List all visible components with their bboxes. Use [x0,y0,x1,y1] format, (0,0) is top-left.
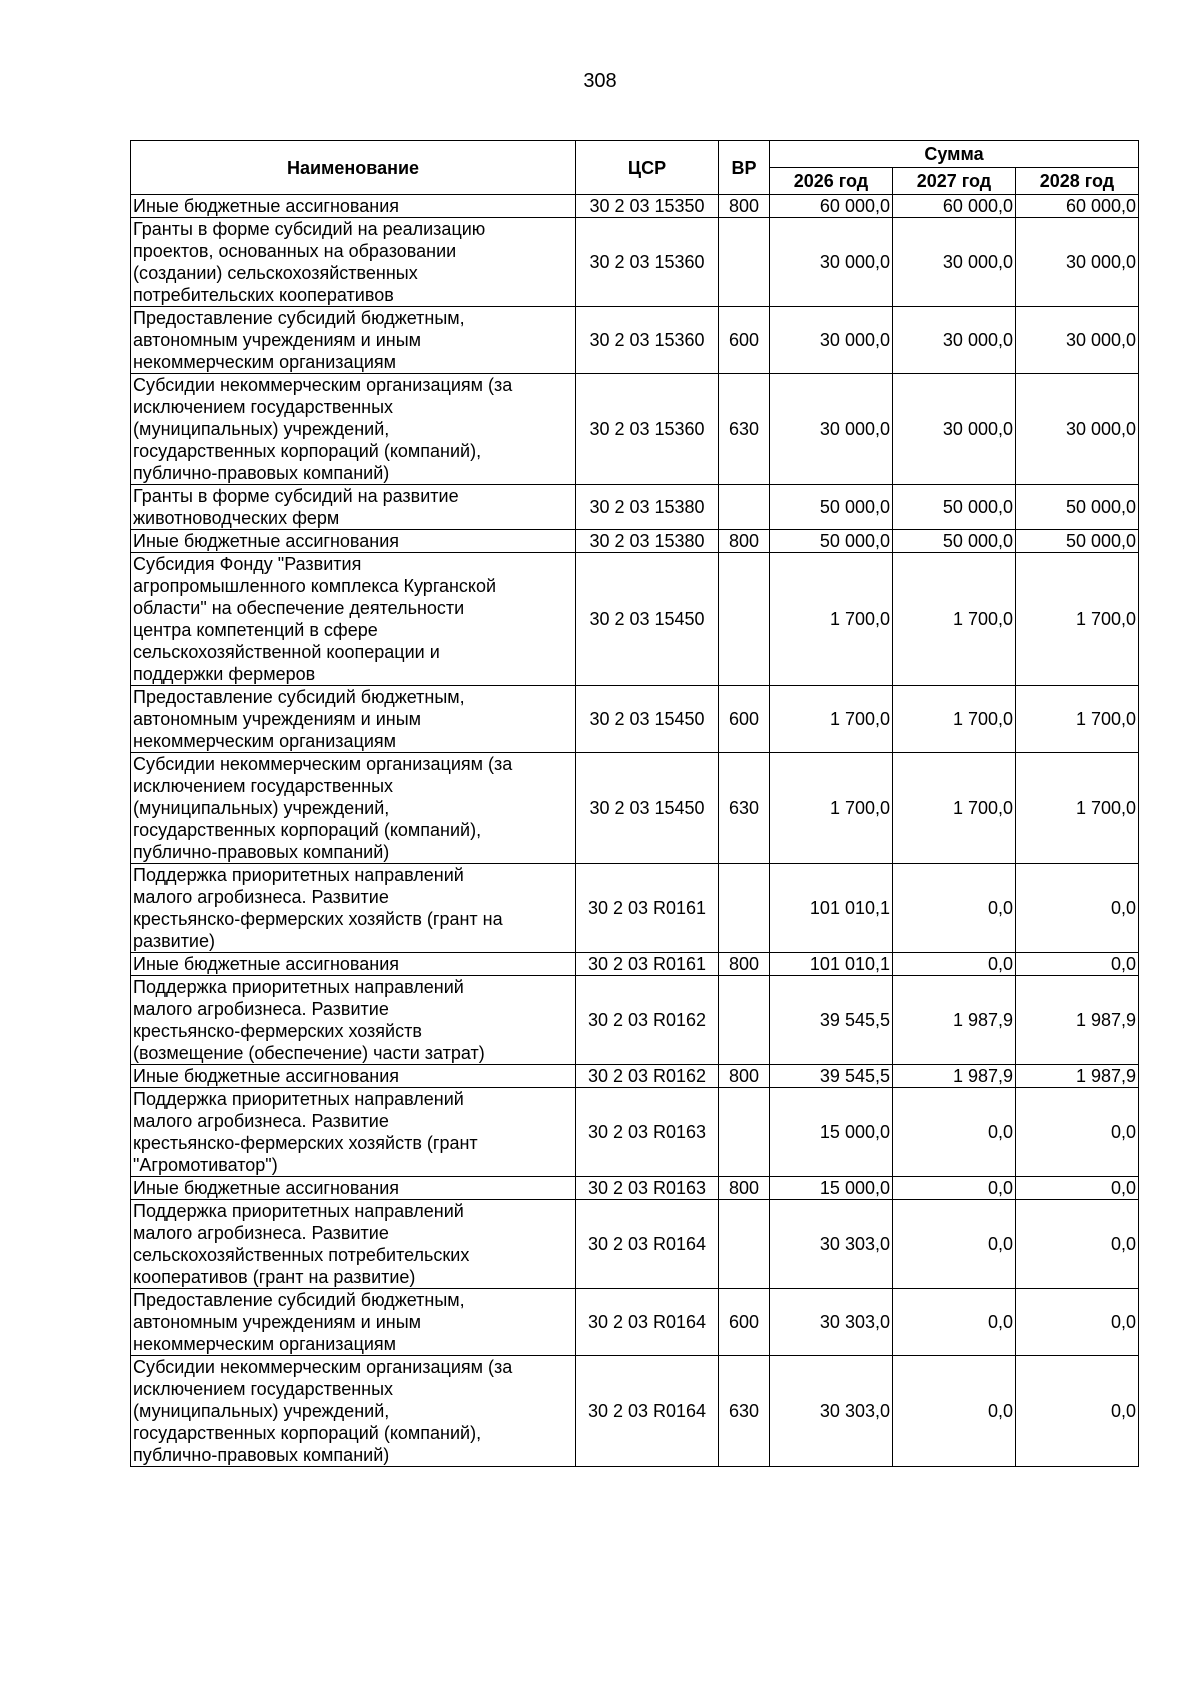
table-row [131,953,1139,976]
row-amount-2027: 50 000,0 [893,485,1016,530]
table-row [131,218,1139,307]
row-amount-2027: 1 700,0 [893,686,1016,753]
row-amount-2026: 30 000,0 [770,374,893,485]
row-vr: 800 [719,1177,770,1200]
row-amount-2026: 50 000,0 [770,485,893,530]
row-name: Поддержка приоритетных направлений малого агробизнеса. Развитие сельскохозяйственных потребительских кооперативов (грант на развитие) [131,1200,576,1289]
row-vr: 600 [719,1289,770,1356]
row-vr: 800 [719,530,770,553]
row-vr: 630 [719,374,770,485]
header-vr: ВР [719,141,770,195]
row-csr: 30 2 03 15360 [576,307,719,374]
row-amount-2028: 0,0 [1016,1088,1139,1177]
row-amount-2028: 1 700,0 [1016,753,1139,864]
header-csr: ЦСР [576,141,719,195]
row-amount-2027: 60 000,0 [893,195,1016,218]
row-amount-2026: 30 303,0 [770,1200,893,1289]
row-name: Иные бюджетные ассигнования [131,530,576,553]
row-amount-2028: 30 000,0 [1016,374,1139,485]
row-csr: 30 2 03 15450 [576,553,719,686]
row-amount-2026: 101 010,1 [770,953,893,976]
row-vr [719,976,770,1065]
row-csr: 30 2 03 15360 [576,374,719,485]
row-amount-2028: 50 000,0 [1016,485,1139,530]
row-amount-2026: 30 000,0 [770,307,893,374]
row-amount-2026: 30 303,0 [770,1289,893,1356]
row-amount-2027: 30 000,0 [893,218,1016,307]
row-amount-2026: 60 000,0 [770,195,893,218]
row-amount-2026: 1 700,0 [770,686,893,753]
row-csr: 30 2 03 R0161 [576,953,719,976]
row-amount-2028: 1 700,0 [1016,553,1139,686]
row-amount-2026: 39 545,5 [770,1065,893,1088]
row-amount-2028: 30 000,0 [1016,307,1139,374]
header-name: Наименование [131,141,576,195]
row-csr: 30 2 03 R0164 [576,1289,719,1356]
row-csr: 30 2 03 15450 [576,753,719,864]
row-amount-2027: 0,0 [893,1356,1016,1467]
table-row [131,976,1139,1065]
table-row [131,753,1139,864]
row-amount-2028: 30 000,0 [1016,218,1139,307]
row-csr: 30 2 03 15380 [576,485,719,530]
row-csr: 30 2 03 15350 [576,195,719,218]
row-vr: 630 [719,753,770,864]
row-amount-2028: 0,0 [1016,864,1139,953]
row-amount-2028: 60 000,0 [1016,195,1139,218]
row-amount-2027: 1 700,0 [893,553,1016,686]
row-amount-2027: 0,0 [893,1177,1016,1200]
row-amount-2026: 15 000,0 [770,1088,893,1177]
row-amount-2027: 30 000,0 [893,307,1016,374]
row-vr [719,1200,770,1289]
row-vr [719,864,770,953]
row-amount-2026: 101 010,1 [770,864,893,953]
header-year-2028: 2028 год [1016,168,1139,195]
row-csr: 30 2 03 15360 [576,218,719,307]
row-name: Субсидия Фонду "Развития агропромышленного комплекса Курганской области" на обеспечение деятельности центра компетенций в сфере сельскохозяйственной кооперации и поддержки фермеров [131,553,576,686]
header-year-2027: 2027 год [893,168,1016,195]
table-row [131,374,1139,485]
row-vr: 800 [719,1065,770,1088]
row-vr: 800 [719,195,770,218]
table-row [131,530,1139,553]
row-name: Иные бюджетные ассигнования [131,1177,576,1200]
row-name: Гранты в форме субсидий на развитие животноводческих ферм [131,485,576,530]
table-row [131,553,1139,686]
row-csr: 30 2 03 R0162 [576,1065,719,1088]
header-year-2026: 2026 год [770,168,893,195]
table-body [131,195,1139,1467]
row-vr: 600 [719,307,770,374]
row-amount-2027: 1 987,9 [893,1065,1016,1088]
row-amount-2027: 0,0 [893,1289,1016,1356]
row-amount-2028: 0,0 [1016,1289,1139,1356]
row-name: Субсидии некоммерческим организациям (за исключением государственных (муниципальных) учреждений, государственных корпораций (компаний), публично-правовых компаний) [131,753,576,864]
row-amount-2026: 30 303,0 [770,1356,893,1467]
row-amount-2026: 15 000,0 [770,1177,893,1200]
row-csr: 30 2 03 R0164 [576,1200,719,1289]
row-name: Предоставление субсидий бюджетным, автономным учреждениям и иным некоммерческим организациям [131,307,576,374]
row-amount-2027: 0,0 [893,864,1016,953]
row-name: Субсидии некоммерческим организациям (за исключением государственных (муниципальных) учреждений, государственных корпораций (компаний), публично-правовых компаний) [131,374,576,485]
row-amount-2026: 30 000,0 [770,218,893,307]
row-vr: 600 [719,686,770,753]
row-amount-2028: 0,0 [1016,953,1139,976]
row-amount-2026: 1 700,0 [770,553,893,686]
row-amount-2027: 0,0 [893,1200,1016,1289]
table-row [131,1088,1139,1177]
row-amount-2028: 0,0 [1016,1177,1139,1200]
row-amount-2027: 0,0 [893,953,1016,976]
row-vr: 800 [719,953,770,976]
row-amount-2027: 0,0 [893,1088,1016,1177]
row-amount-2027: 1 987,9 [893,976,1016,1065]
row-amount-2027: 30 000,0 [893,374,1016,485]
budget-table [130,140,1139,1467]
row-name: Субсидии некоммерческим организациям (за исключением государственных (муниципальных) учреждений, государственных корпораций (компаний), публично-правовых компаний) [131,1356,576,1467]
row-name: Иные бюджетные ассигнования [131,1065,576,1088]
page-number: 308 [583,70,617,92]
row-amount-2028: 0,0 [1016,1200,1139,1289]
row-amount-2028: 1 987,9 [1016,1065,1139,1088]
row-name: Поддержка приоритетных направлений малого агробизнеса. Развитие крестьянско-фермерских хозяйств (возмещение (обеспечение) части затрат) [131,976,576,1065]
row-amount-2027: 50 000,0 [893,530,1016,553]
row-vr: 630 [719,1356,770,1467]
row-name: Поддержка приоритетных направлений малого агробизнеса. Развитие крестьянско-фермерских хозяйств (грант "Агромотиватор") [131,1088,576,1177]
row-amount-2028: 50 000,0 [1016,530,1139,553]
row-name: Иные бюджетные ассигнования [131,953,576,976]
table-row [131,307,1139,374]
row-amount-2026: 1 700,0 [770,753,893,864]
row-amount-2026: 39 545,5 [770,976,893,1065]
row-vr [719,485,770,530]
header-sum: Сумма [770,141,1139,168]
table-row [131,1177,1139,1200]
row-amount-2027: 1 700,0 [893,753,1016,864]
row-name: Предоставление субсидий бюджетным, автономным учреждениям и иным некоммерческим организациям [131,1289,576,1356]
row-csr: 30 2 03 15450 [576,686,719,753]
row-name: Предоставление субсидий бюджетным, автономным учреждениям и иным некоммерческим организациям [131,686,576,753]
row-amount-2026: 50 000,0 [770,530,893,553]
row-amount-2028: 1 700,0 [1016,686,1139,753]
row-csr: 30 2 03 R0163 [576,1177,719,1200]
row-vr [719,1088,770,1177]
row-csr: 30 2 03 R0164 [576,1356,719,1467]
table-row [131,686,1139,753]
table-header [131,141,1139,195]
table-row [131,1200,1139,1289]
row-amount-2028: 0,0 [1016,1356,1139,1467]
row-csr: 30 2 03 R0163 [576,1088,719,1177]
row-csr: 30 2 03 R0161 [576,864,719,953]
table-row [131,485,1139,530]
table-row [131,195,1139,218]
row-vr [719,553,770,686]
row-csr: 30 2 03 15380 [576,530,719,553]
table-row [131,1356,1139,1467]
row-amount-2028: 1 987,9 [1016,976,1139,1065]
table-row [131,1289,1139,1356]
row-name: Иные бюджетные ассигнования [131,195,576,218]
row-name: Поддержка приоритетных направлений малого агробизнеса. Развитие крестьянско-фермерских хозяйств (грант на развитие) [131,864,576,953]
row-name: Гранты в форме субсидий на реализацию проектов, основанных на образовании (создании) сельскохозяйственных потребительских кооперативов [131,218,576,307]
row-vr [719,218,770,307]
table-row [131,1065,1139,1088]
row-csr: 30 2 03 R0162 [576,976,719,1065]
table-row [131,864,1139,953]
